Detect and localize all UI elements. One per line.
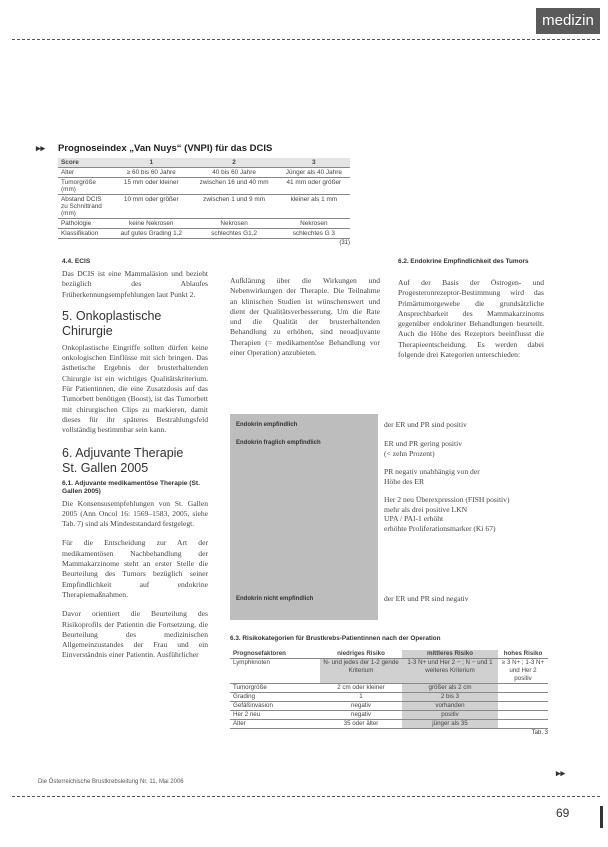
table-cell: Grading — [230, 693, 320, 702]
table-cell: ≥ 3 N+ ; 1-3 N+ und Her 2 positiv — [498, 659, 548, 684]
table-cell: ≥ 60 bis 60 Jahre — [112, 168, 191, 178]
table-cell: schlechtes G 3 — [278, 229, 350, 239]
table2 — [230, 650, 548, 736]
endocrine-value-sensitive — [384, 420, 544, 430]
table-row — [230, 702, 548, 711]
table-cell: 35 oder älter — [320, 720, 402, 729]
table-cell: Tumorgröße — [230, 684, 320, 693]
table-row — [230, 659, 548, 684]
table-cell — [498, 720, 548, 729]
endocrine-line: Höhe des ER — [384, 476, 425, 486]
table-cell: negativ — [320, 711, 402, 720]
section-4-4-heading: 4.4. ECIS — [62, 258, 91, 265]
table1-header: 1 — [112, 158, 191, 168]
column-2-text: Aufklärung über die Wirkungen und Nebenwirkungen der Therapie. Die Teilnahme an klinischen Studien ist wünschenswert und dient der Qualitätsverbesserung. Um die Rate und die Qualität der brusterhaltenden Behandlung zu erhöhen, sind neoadjuvante Therapien (= medikamentöse Behandlung vor einer Operation) anzubieten. — [230, 276, 380, 358]
table-cell: Her 2 neu — [230, 711, 320, 720]
table-row — [58, 178, 350, 195]
section-6-1-text-3: Davor orientiert die Beurteilung des Risikoprofils der Patientin die Fortsetzung, die Beurteilung des medizinischen Allgemeinzustandes der Frau und ein Einverständnis einer Patientin. Ausführlicher — [62, 609, 208, 660]
table-cell: 40 bis 60 Jahre — [191, 168, 278, 178]
table-cell: Nekrosen — [191, 219, 278, 229]
table-row — [58, 195, 350, 219]
table-cell: vorhanden — [402, 702, 498, 711]
endocrine-label-sensitive: Endokrin empfindlich — [236, 422, 298, 428]
table-cell: Alter — [230, 720, 320, 729]
header-rule — [12, 39, 600, 40]
section-badge: medizin — [536, 8, 600, 34]
table1 — [58, 158, 350, 246]
table-row — [58, 229, 350, 239]
table-cell: Klassifikation — [58, 229, 112, 239]
table-row — [230, 684, 548, 693]
table1-header: 3 — [278, 158, 350, 168]
footer-journal: Die Österreichische Brustkrebsleitung Nr. 11, Mai 2006 — [38, 779, 184, 785]
table-cell: 10 mm oder größer — [112, 195, 191, 219]
section-6-1-heading: 6.1. Adjuvante medikamentöse Therapie (St. Gallen 2005) — [62, 479, 200, 495]
section-6-heading — [62, 446, 208, 476]
table-cell — [498, 711, 548, 720]
table1-title: Prognoseindex „Van Nuys“ (VNPI) für das DCIS — [58, 143, 273, 154]
table-cell: keine Nekrosen — [112, 219, 191, 229]
section-6-1-text-2: Für die Entscheidung zur Art der medikamentösen Nachbehandlung der Mammakarzinome steht an erster Stelle die Beurteilung des Tumors bezüglich seiner Empfindlichkeit auf endokrine Therapiemaßnahmen. — [62, 538, 208, 599]
endocrine-line: mehr als drei positive LKN — [384, 504, 468, 514]
endocrine-label-questionable: Endokrin fraglich empfindlich — [236, 440, 321, 446]
endocrine-line: der ER und PR sind negativ — [384, 594, 469, 603]
section-5-heading: 5. Onkoplastische Chirurgie — [62, 308, 162, 338]
table2-header: mittleres Risiko — [402, 650, 498, 659]
section-6-1-text: Die Konsensusempfehlungen von St. Gallen 2005 (Ann Oncol 16: 1569–1583, 2005, siehe Tab. 7) sind als Mindeststandard festgelegt. — [62, 498, 208, 529]
table-cell: kleiner als 1 mm — [278, 195, 350, 219]
table-cell: N- und jedes der 1-2 gende Kriterium — [320, 659, 402, 684]
table-cell: negativ — [320, 702, 402, 711]
table-cell: 1 — [320, 693, 402, 702]
table-row — [230, 693, 548, 702]
table-cell — [498, 702, 548, 711]
table1-source: (31) — [339, 240, 350, 246]
table-cell: 15 mm oder kleiner — [112, 178, 191, 195]
table-cell: schlechtes G1,2 — [191, 229, 278, 239]
table-row — [58, 168, 350, 178]
table1-header: 2 — [191, 158, 278, 168]
table2-header: hohes Risiko — [498, 650, 548, 659]
endocrine-line: (< zehn Prozent) — [384, 448, 435, 458]
endocrine-line: ER und PR gering positiv — [384, 439, 463, 448]
table-cell: Nekrosen — [278, 219, 350, 229]
endocrine-value-questionable — [384, 439, 544, 533]
table1-header: Score — [58, 158, 112, 168]
endocrine-figure — [230, 414, 546, 620]
table-cell: jünger als 35 — [402, 720, 498, 729]
column-3 — [398, 258, 544, 360]
section-5-text: Onkoplastische Eingriffe sollten dürfen keine onkologischen Einflüsse mit sich bringen. Das ästhetische Ergebnis der brusterhaltenden Chirurgie ist ein wichtiges Qualitätskriterium. Für Patientinnen, die eine Zusatzdosis auf das Tumorbett benötigen (Boost), ist das Tumorbett mit chirurgischen Clips zu markieren, damit dieses für ihr späteres Bestrahlungsfeld vollständig bestimmbar sein kann. — [62, 342, 208, 435]
section-4-4-text: Das DCIS ist eine Mammaläsion und bezieht bezüglich des Ablaufes Früherkennungsempfehlungen laut Punkt 2. — [62, 269, 208, 299]
section-6-2-text: Auf der Basis der Östrogen- und Progesteronrezeptor-Bestimmung wird das Primärtumorgewebe die grundsätzliche Ansprechbarkeit des Mammakarzinoms gegenüber endokriner Behandlungen beurteilt. Auch die Höhe des Rezeptors beeinflusst die Therapieentscheidung. Es werden dabei folgende drei Kategorien unterschieden: — [398, 278, 544, 360]
endocrine-line: der ER und PR sind positiv — [384, 420, 467, 429]
table-cell: zwischen 16 und 40 mm — [191, 178, 278, 195]
endocrine-line: UPA / PAI-1 erhöht — [384, 514, 444, 523]
table-row — [230, 711, 548, 720]
section-6-2-heading: 6.2. Endokrine Empfindlichkeit des Tumors — [398, 258, 529, 265]
table2-source: Tab. 3 — [531, 730, 548, 736]
table-cell: zwischen 1 und 9 mm — [191, 195, 278, 219]
page-edge-mark — [600, 806, 603, 828]
table-cell: positiv — [402, 711, 498, 720]
table-cell: Lymphknoten — [230, 659, 320, 684]
table2-title: 6.3. Risikokategorien für Brustkrebs-Patientinnen nach der Operation — [230, 635, 441, 642]
table-cell: Jünger als 40 Jahre — [278, 168, 350, 178]
table-cell: Gefäßinvasion — [230, 702, 320, 711]
table-cell — [498, 684, 548, 693]
table-cell — [498, 693, 548, 702]
table-cell: Alter — [58, 168, 112, 178]
section-6-heading-line1: 6. Adjuvante Therapie — [62, 445, 184, 460]
page-number: 69 — [556, 806, 570, 820]
endocrine-value-not-sensitive — [384, 594, 544, 604]
continue-arrow-icon: ▸▸ — [556, 768, 566, 778]
endocrine-line: erhöhte Proliferationsmarker (Ki 67) — [384, 523, 496, 533]
table-row — [58, 219, 350, 229]
endocrine-line: PR negativ unabhängig von der — [384, 467, 480, 476]
section-6-heading-line2: St. Gallen 2005 — [62, 460, 149, 475]
arrow-icon: ▸▸ — [36, 143, 46, 153]
table-cell: auf gutes Grading 1,2 — [112, 229, 191, 239]
column-1 — [62, 258, 208, 661]
table-cell: 1-3 N+ und Her 2 − ; N − und 1 weiteres Kriterium — [402, 659, 498, 684]
table-row — [230, 720, 548, 729]
footer-rule — [12, 796, 600, 797]
table-cell: Tumorgröße (mm) — [58, 178, 112, 195]
table-cell: 41 mm oder größer — [278, 178, 350, 195]
table-cell: größer als 2 cm — [402, 684, 498, 693]
table-cell: Pathologie — [58, 219, 112, 229]
endocrine-label-not-sensitive: Endokrin nicht empfindlich — [236, 596, 314, 602]
table2-header: niedriges Risiko — [320, 650, 402, 659]
endocrine-line: Her 2 neu Überexpression (FISH positiv) — [384, 495, 510, 504]
table-cell: 2 bis 3 — [402, 693, 498, 702]
table2-header: Prognosefaktoren — [230, 650, 320, 659]
table-cell: Abstand DCIS zu Schnittrand (mm) — [58, 195, 112, 219]
table-cell: 2 cm oder kleiner — [320, 684, 402, 693]
